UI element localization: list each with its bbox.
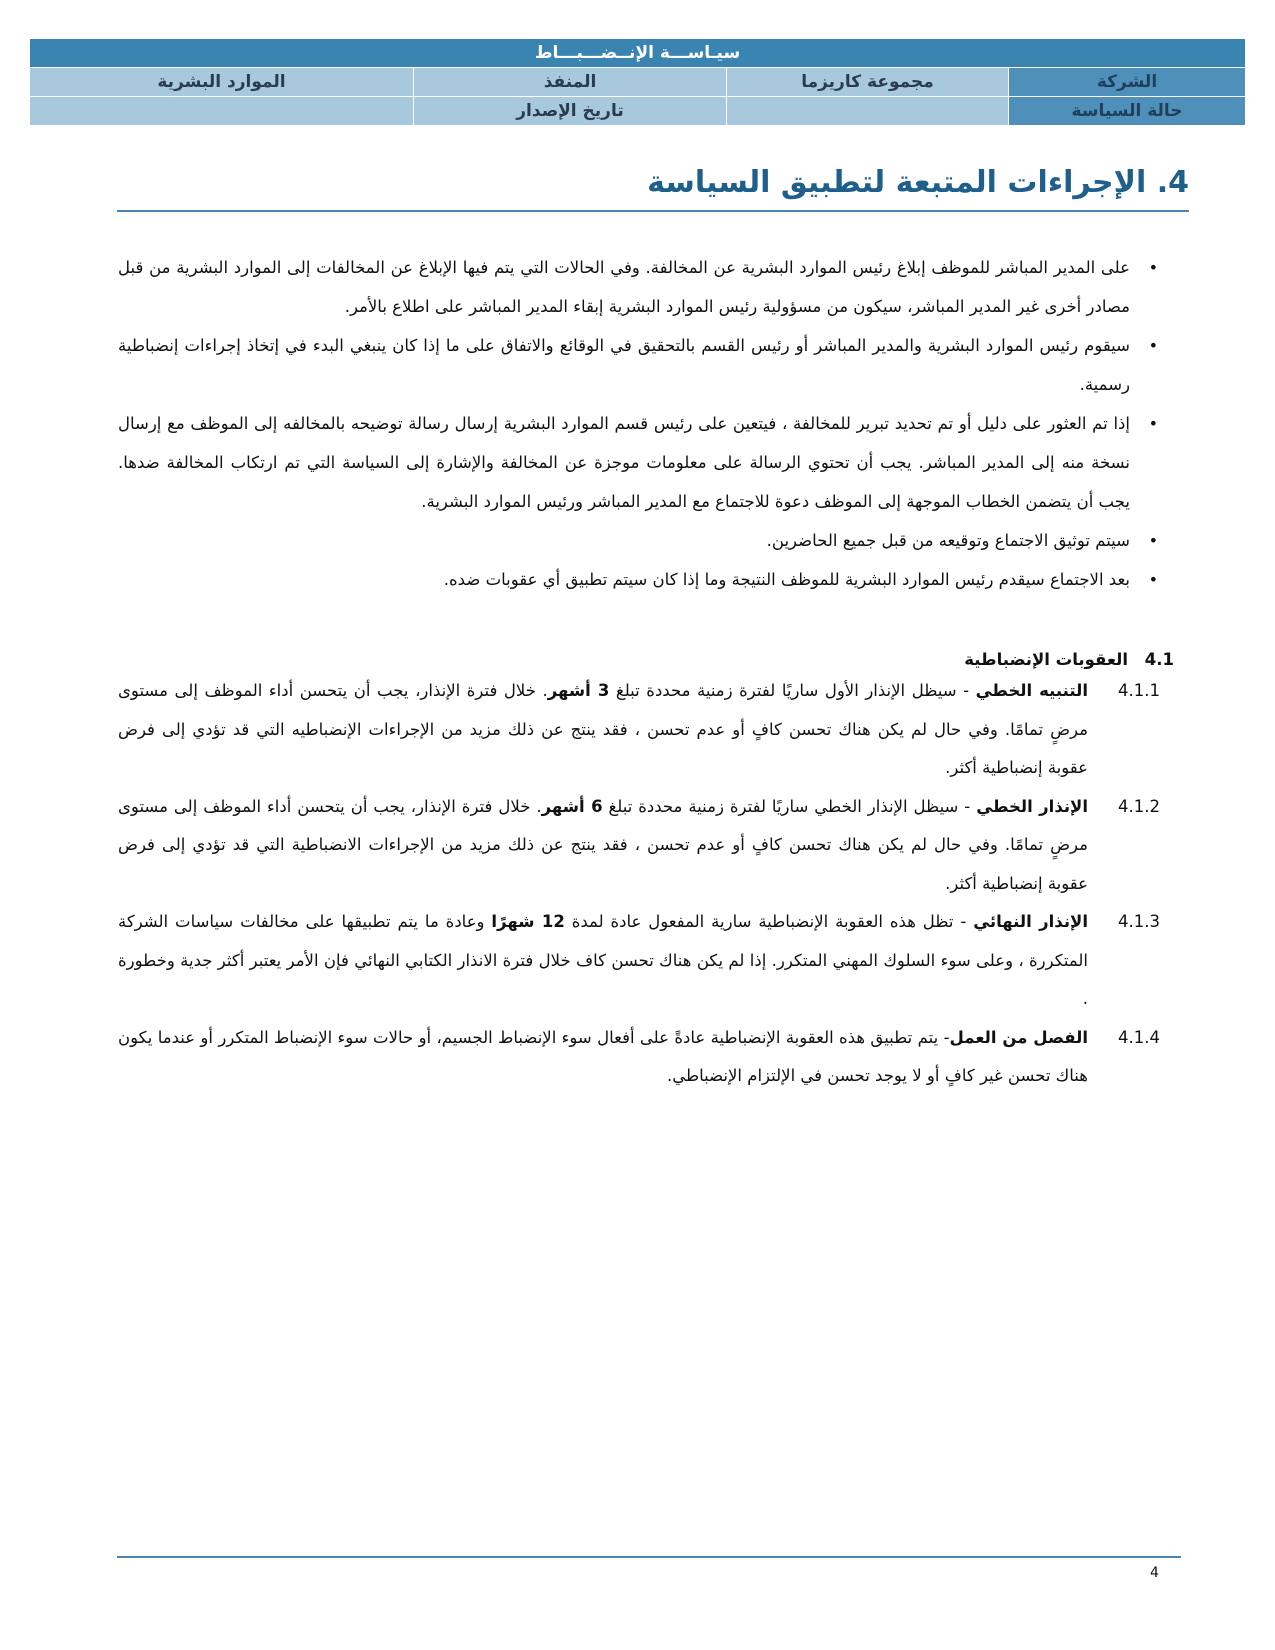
penalty-item (118, 903, 1160, 1019)
penalty-number: 4.1.4 (1118, 1027, 1160, 1047)
subsection-heading (800, 646, 1174, 674)
issue-date-label: تاريخ الإصدار (414, 97, 727, 126)
penalty-text: وعادة ما يتم تطبيقها على مخالفات سياسات الشركة المتكررة ، وعلى سوء السلوك المهني المتكرر. إذا لم يكن هناك تحسن كاف خلال فترة الانذار الكتابي النهائي فإن الأمر يعتبر أكثر جدية وخطورة . (118, 912, 1088, 1008)
penalty-text: - تظل هذه العقوبة الإنضباطية سارية المفعول عادة لمدة (564, 912, 974, 931)
penalty-duration: 12 شهرًا (491, 912, 565, 931)
penalty-term: الإنذار الخطي (976, 796, 1088, 816)
policy-header-table (29, 38, 1246, 126)
penalty-item (118, 1019, 1160, 1096)
penalty-text: - يتم تطبيق هذه العقوبة الإنضباطية عادةً على أفعال سوء الإنضباط الجسيم، أو حالات سوء الإنضباط المتكرر أو عندما يكون هناك تحسن غير كافٍ أو لا يوجد تحسن في الإلتزام الإنضباطي. (118, 1027, 1088, 1085)
procedure-bullet: • إذا تم العثور على دليل أو تم تحديد تبرير للمخالفة ، فيتعين على رئيس قسم الموارد البشرية إرسال رسالة توضيحه بالمخالفه إلى الموظف مع إرسال نسخة منه إلى المدير المباشر. يجب أن تحتوي الرسالة على معلومات موجزة عن المخالفة والإشارة إلى السياسة التي تم ارتكاب المخالفة ضدها. يجب أن يتضمن الخطاب الموجهة إلى الموظف دعوة للاجتماع مع المدير المباشر ورئيس الموارد البشرية. (118, 404, 1160, 521)
penalty-text: . خلال فترة الإنذار، يجب أن يتحسن أداء الموظف إلى مستوى مرضٍ تمامًا. وفي حال لم يكن هناك تحسن كافٍ أو عدم تحسن ، فقد ينتج عن ذلك مزيد من الإجراءات الإنضباطيه التي قد تؤدي إلى فرض عقوبة إنضباطية أكثر. (118, 681, 1088, 777)
penalty-duration: 6 أشهر (541, 796, 603, 816)
procedure-bullet: • سيقوم رئيس الموارد البشرية والمدير المباشر أو رئيس القسم بالتحقيق في الوقائع والاتفاق على ما إذا كان ينبغي البدء في إتخاذ إجراءات إنضباطية رسمية. (118, 326, 1160, 404)
executor-value: الموارد البشرية (30, 68, 414, 97)
executor-label: المنفذ (414, 68, 727, 97)
footer-rule (117, 1556, 1181, 1558)
policy-status-label: حالة السياسة (1009, 97, 1246, 126)
penalty-text: . خلال فترة الإنذار، يجب أن يتحسن أداء الموظف إلى مستوى مرضٍ تمامًا. وفي حال لم يكن هناك تحسن كافٍ أو عدم تحسن ، فقد ينتج عن ذلك مزيد من الإجراءات الانضباطية التي قد تؤدي إلى فرض عقوبة إنضباطية أكثر. (118, 796, 1088, 893)
penalty-number: 4.1.3 (1118, 912, 1160, 931)
procedure-bullet: • بعد الاجتماع سيقدم رئيس الموارد البشرية للموظف النتيجة وما إذا كان سيتم تطبيق أي عقوبات ضده. (118, 560, 1160, 599)
penalty-item (118, 672, 1160, 788)
penalty-term: التنبيه الخطي (975, 681, 1088, 700)
procedure-bullet: • سيتم توثيق الاجتماع وتوقيعه من قبل جميع الحاضرين. (118, 521, 1160, 560)
penalty-number: 4.1.1 (1118, 681, 1160, 700)
issue-date-value (30, 97, 414, 126)
subsection-title: العقوبات الإنضباطية (964, 650, 1128, 669)
section-heading: 4. الإجراءات المتبعة لتطبيق السياسة (117, 160, 1189, 212)
penalty-term: الفصل من العمل (949, 1027, 1088, 1047)
subsection-number: 4.1 (1144, 650, 1174, 669)
penalty-number: 4.1.2 (1118, 796, 1160, 816)
penalty-item (118, 788, 1160, 904)
penalty-list (118, 672, 1160, 1096)
policy-status-value (727, 97, 1009, 126)
policy-title: سيـاســـة الإنــضـــبـــاط (30, 39, 1246, 68)
procedure-bullet: • على المدير المباشر للموظف إبلاغ رئيس الموارد البشرية عن المخالفة. وفي الحالات التي يتم فيها الإبلاغ عن المخالفات إلى الموارد البشرية من قبل مصادر أخرى غير المدير المباشر، سيكون من مسؤولية رئيس الموارد البشرية إبقاء المدير المباشر على اطلاع بالأمر. (118, 248, 1160, 326)
penalty-term: الإنذار النهائي (973, 912, 1088, 931)
penalty-text: - سيظل الإنذار الأول ساريًا لفترة زمنية محددة تبلغ (609, 681, 976, 700)
procedure-bullet-list (118, 248, 1160, 599)
page-number: 4 (1150, 1565, 1159, 1581)
penalty-text: - سيظل الإنذار الخطي ساريًا لفترة زمنية محددة تبلغ (602, 796, 977, 816)
company-value: مجموعة كاريزما (727, 68, 1009, 97)
company-label: الشركة (1009, 68, 1246, 97)
penalty-duration: 3 أشهر (547, 681, 610, 700)
